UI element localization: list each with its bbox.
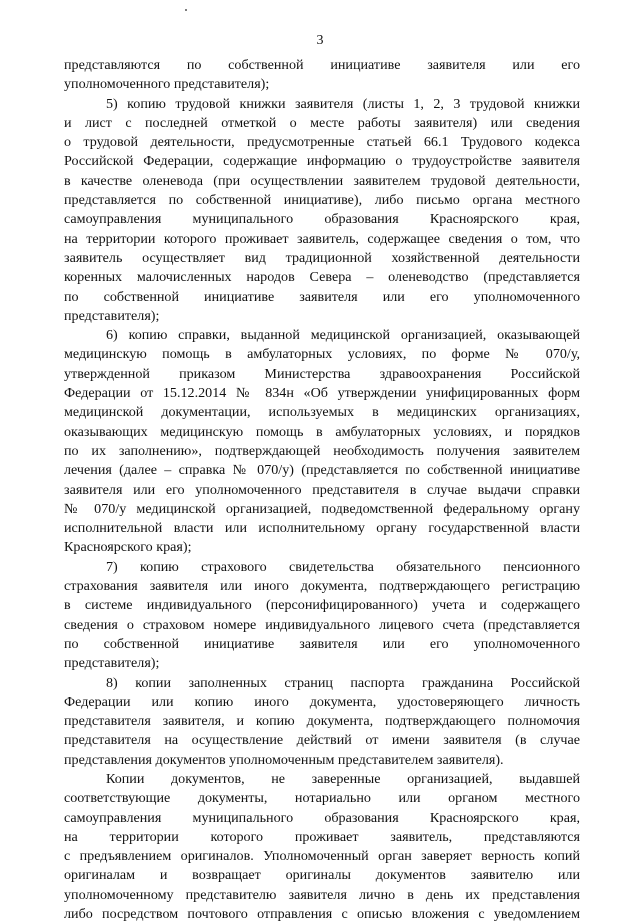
text-line: Российской Федерации, содержащие информацию о трудоустройстве заявителя <box>64 153 580 170</box>
text-line: медицинскую помощь в амбулаторных условиях, по форме № 070/у, <box>64 346 580 363</box>
text-line: лечения (далее – справка № 070/у) (представляется по собственной инициативе <box>64 462 580 479</box>
text-line: заявитель осуществляет вид традиционной хозяйственной деятельности <box>64 249 580 266</box>
text-line: представителя); <box>64 655 160 672</box>
text-line: Федерации или копию иного документа, удостоверяющего личность <box>64 693 580 710</box>
text-line: представляются по собственной инициативе заявителя или его <box>64 57 580 73</box>
text-line: соответствующие документы, нотариально или органом местного <box>64 790 580 807</box>
text-line: либо посредством почтового отправления с описью вложения с уведомлением <box>64 906 580 923</box>
text-line: по собственной инициативе заявителя или его уполномоченного <box>64 635 580 652</box>
text-line: представляется по собственной инициативе), либо письмо органа местного <box>64 192 580 209</box>
text-line: исполнительной власти или исполнительному органу государственной власти <box>64 520 580 537</box>
text-line: 7) копию страхового свидетельства обязательного пенсионного <box>106 558 580 575</box>
text-line: Копии документов, не заверенные организацией, выдавшей <box>106 770 580 787</box>
document-body <box>64 56 580 924</box>
text-line: на территории которого проживает заявитель, представляются <box>64 828 580 845</box>
text-line: по собственной инициативе заявителя или его уполномоченного <box>64 288 580 305</box>
text-line: о трудовой деятельности, предусмотренные статьей 66.1 Трудового кодекса <box>64 134 580 151</box>
text-line: медицинской документации, используемых в медицинских организациях, <box>64 404 580 421</box>
text-line: уполномоченному представителю заявителя лично в день их представления <box>64 886 580 903</box>
page-number: 3 <box>316 33 324 48</box>
text-line: утвержденной приказом Министерства здравоохранения Российской <box>64 365 580 382</box>
text-line: коренных малочисленных народов Севера – оленеводство (представляется <box>64 269 580 286</box>
text-line: самоуправления муниципального образования Красноярского края, <box>64 809 580 826</box>
text-line: Федерации от 15.12.2014 № 834н «Об утверждении унифицированных форм <box>64 385 580 402</box>
text-line: на территории которого проживает заявитель, содержащее сведения о том, что <box>64 230 580 247</box>
text-line: уполномоченного представителя); <box>64 76 270 93</box>
text-line: представителя); <box>64 307 160 324</box>
text-line: страхования заявителя или иного документа, подтверждающего регистрацию <box>64 578 580 595</box>
text-line: сведения о страховом номере индивидуального лицевого счета (представляется <box>64 616 580 633</box>
text-line: представителя на осуществление действий от имени заявителя (в случае <box>64 732 580 749</box>
text-line: и лист с последней отметкой о месте работы заявителя) или сведения <box>64 114 580 131</box>
text-line: в качестве оленевода (при осуществлении заявителем трудовой деятельности, <box>64 172 580 189</box>
text-line: в системе индивидуального (персонифицированного) учета и содержащего <box>64 597 580 614</box>
text-line: № 070/у медицинской организацией, подведомственной федеральному органу <box>64 500 580 517</box>
text-line: представления документов уполномоченным представителем заявителя). <box>64 751 504 768</box>
text-line: самоуправления муниципального образования Красноярского края, <box>64 211 580 228</box>
text-line: 5) копию трудовой книжки заявителя (листы 1, 2, 3 трудовой книжки <box>106 95 580 112</box>
text-line: по их заполнению», подтверждающей необходимость получения заявителем <box>64 442 580 459</box>
text-line: оригиналам и возвращает оригиналы документов заявителю или <box>64 867 580 884</box>
text-line: заявителя или его уполномоченного представителя в случае выдачи справки <box>64 481 580 498</box>
text-line: представителя заявителя, и копию документа, подтверждающего полномочия <box>64 713 580 730</box>
text-line: 8) копии заполненных страниц паспорта гражданина Российской <box>106 674 580 691</box>
text-line: 6) копию справки, выданной медицинской организацией, оказывающей <box>106 327 580 344</box>
text-line: Красноярского края); <box>64 539 192 556</box>
text-line: оказывающих медицинскую помощь в амбулаторных условиях, и порядков <box>64 423 580 440</box>
text-line: с предъявлением оригиналов. Уполномоченный орган заверяет верность копий <box>64 848 580 865</box>
scan-speck <box>185 9 187 11</box>
